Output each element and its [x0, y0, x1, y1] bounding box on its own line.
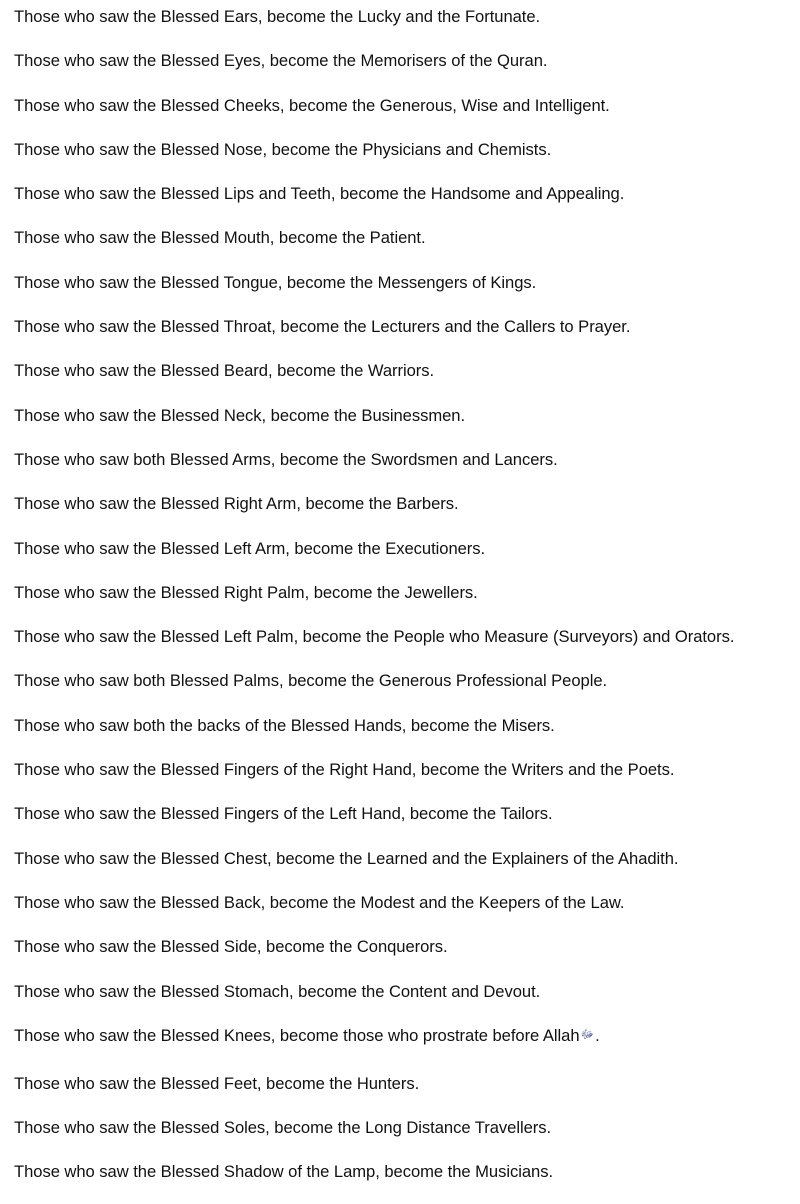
text-line: Those who saw the Blessed Back, become the Modest and the Keepers of the Law. [14, 892, 625, 912]
text-line: Those who saw the Blessed Right Palm, become the Jewellers. [14, 582, 478, 602]
text-line: Those who saw the Blessed Lips and Teeth, become the Handsome and Appealing. [14, 184, 625, 204]
text-line: Those who saw the Blessed Nose, become the Physicians and Chemists. [14, 139, 552, 159]
text-line-knees [14, 1023, 794, 1071]
text-line: Those who saw the Blessed Beard, become the Warriors. [14, 361, 435, 381]
text-line: Those who saw the Blessed Left Arm, become the Executioners. [14, 538, 486, 558]
text-line: Those who saw the Blessed Cheeks, become the Generous, Wise and Intelligent. [14, 95, 610, 115]
text-line: Those who saw both the backs of the Blessed Hands, become the Misers. [14, 715, 555, 735]
knees-line-text: Those who saw the Blessed Knees, become those who prostrate before Allah [14, 1025, 580, 1045]
text-line: Those who saw the Blessed Throat, become the Lecturers and the Callers to Prayer. [14, 317, 631, 337]
text-line: Those who saw the Blessed Fingers of the Left Hand, become the Tailors. [14, 804, 553, 824]
document-body [14, 4, 794, 1204]
text-line: Those who saw the Blessed Ears, become the Lucky and the Fortunate. [14, 7, 541, 26]
text-line: Those who saw the Blessed Side, become the Conquerors. [14, 937, 448, 957]
text-line: Those who saw the Blessed Stomach, become the Content and Devout. [14, 981, 541, 1001]
text-line: Those who saw the Blessed Mouth, become the Patient. [14, 228, 426, 248]
text-line: Those who saw both Blessed Palms, become the Generous Professional People. [14, 671, 608, 691]
text-line: Those who saw the Blessed Neck, become the Businessmen. [14, 405, 466, 425]
text-line: Those who saw the Blessed Shadow of the Lamp, become the Musicians. [14, 1162, 554, 1182]
text-line: Those who saw the Blessed Fingers of the Right Hand, become the Writers and the Poets. [14, 760, 675, 780]
text-line: Those who saw the Blessed Soles, become the Long Distance Travellers. [14, 1118, 552, 1138]
text-line: Those who saw the Blessed Feet, become the Hunters. [14, 1073, 420, 1093]
text-line: Those who saw the Blessed Tongue, become the Messengers of Kings. [14, 272, 537, 292]
text-line: Those who saw the Blessed Left Palm, become the People who Measure (Surveyors) and Orators. [14, 627, 735, 647]
text-line: Those who saw the Blessed Chest, become the Learned and the Explainers of the Ahadith. [14, 848, 679, 868]
text-line: Those who saw the Blessed Right Arm, become the Barbers. [14, 494, 459, 514]
knees-line-end: . [595, 1025, 600, 1045]
text-line: Those who saw both Blessed Arms, become the Swordsmen and Lancers. [14, 449, 558, 469]
text-line: Those who saw the Blessed Eyes, become the Memorisers of the Quran. [14, 51, 548, 71]
honorific-glyph: ﷻ [580, 1026, 595, 1041]
